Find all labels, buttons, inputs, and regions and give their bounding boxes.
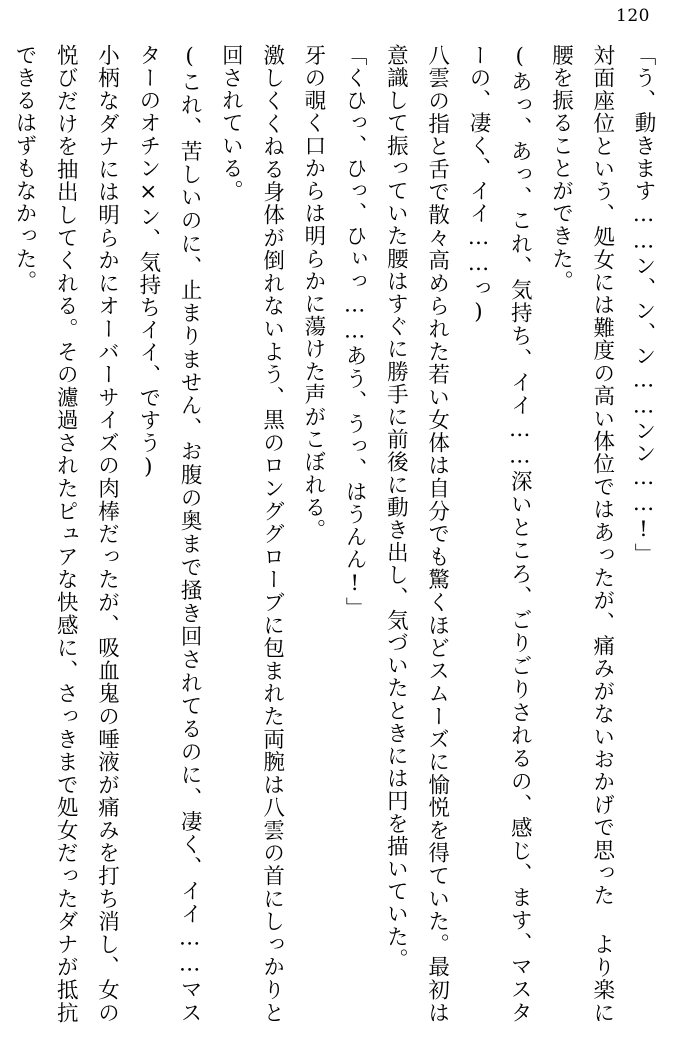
paragraph: (あっ、あっ、これ、気持ち、イイ……深いところ、ごりごりされるの、感じ、ます、マスターの、凄く、イイ……っ) (465, 44, 533, 1024)
paragraph: 対面座位という、処女には難度の高い体位ではあったが、痛みがないおかげで思った より楽に腰を振ることができた。 (548, 44, 615, 1024)
paragraph: (これ、苦しいのに、止まりません、お腹の奥まで掻き回されてるのに、凄く、イイ……マスターのオチン×ン、気持ちイイ、ですう) (135, 44, 203, 1024)
paragraph: 八雲の指と舌で散々高められた若い女体は自分でも驚くほどスムーズに愉悦を得ていた。最初は意識して振っていた腰はすぐに勝手に前後に動き出し、気づいたときには円を描いていた。 (383, 44, 450, 1024)
page-body-text (12, 44, 664, 1024)
paragraph: 激しくくねる身体が倒れないよう、黒のロンググローブに包まれた両腕は八雲の首にしっかりと回されている。 (218, 44, 285, 1024)
paragraph: 「くひっ、ひっ、ひぃっ……あう、うっ、はうんん!」 (342, 44, 368, 620)
page-number: 120 (616, 6, 650, 26)
paragraph: 小柄なダナには明らかにオーバーサイズの肉棒だったが、吸血鬼の唾液が痛みを打ち消し、女の悦びだけを抽出してくれる。その濾過されたピュアな快感に、さっきまで処女だったダナが抵抗できるはずもなかった。 (12, 44, 120, 1024)
paragraph: 「う、動きます……ン、ン、ン……ンン……!」 (631, 44, 656, 566)
paragraph: 牙の覗く口からは明らかに蕩けた声がこぼれる。 (300, 44, 326, 542)
